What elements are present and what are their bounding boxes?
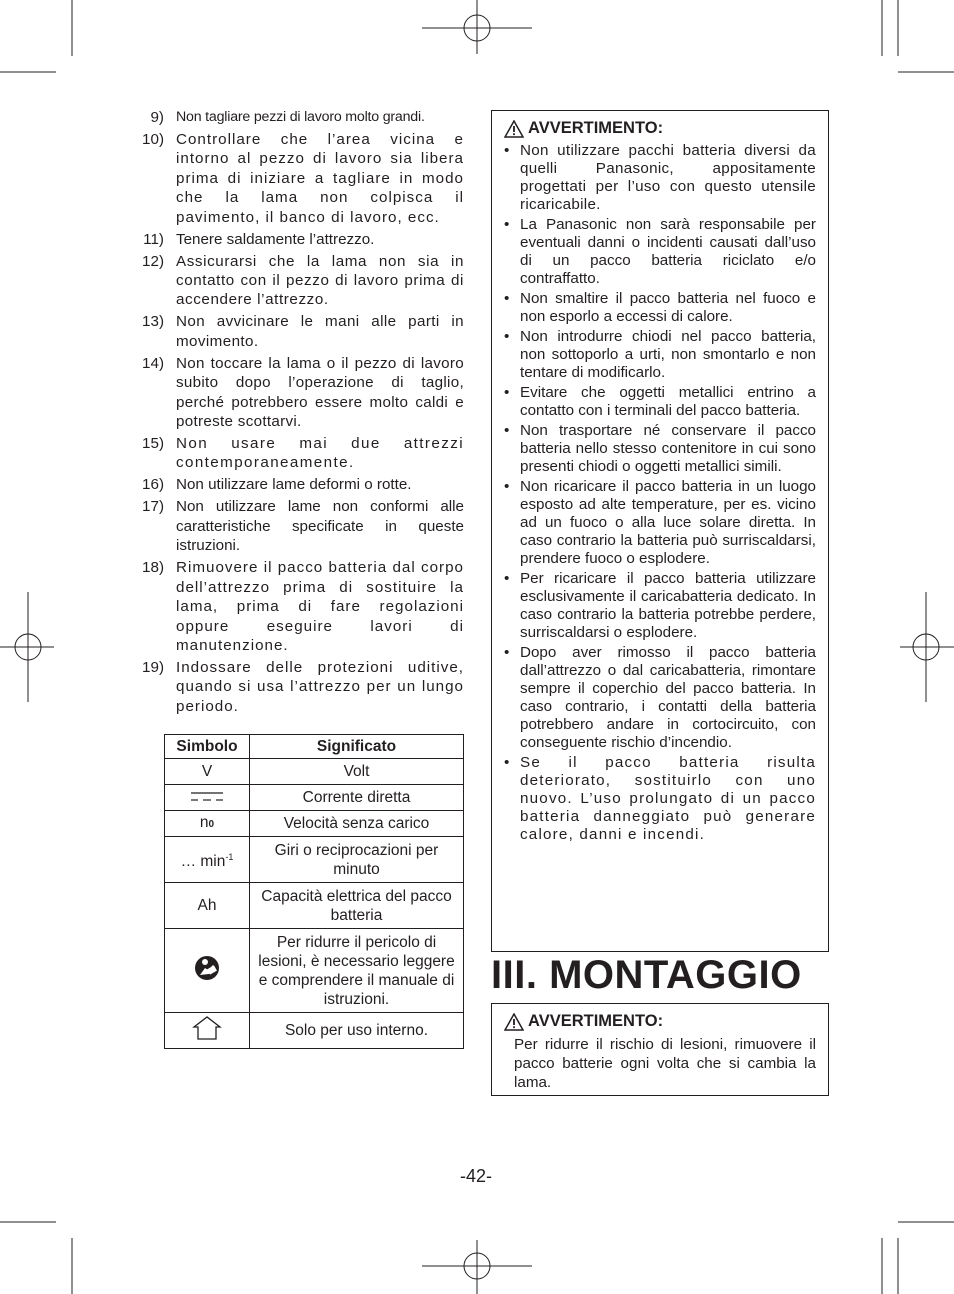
table-row — [165, 883, 464, 929]
meaning-cell: Capacità elettrica del pacco batteria — [250, 883, 464, 929]
table-row — [165, 929, 464, 1013]
symbol-cell: … $\min^{-1}$ — [165, 837, 250, 883]
safety-instructions-list — [120, 108, 464, 719]
symbol-cell — [165, 785, 250, 811]
indoor-use-icon — [192, 1015, 222, 1041]
meaning-cell: Corrente diretta — [250, 785, 464, 811]
symbol-table — [164, 734, 464, 1049]
list-item: 17) Non utilizzare lame non conformi alle caratteristiche specificate in queste istruzioni. — [142, 498, 464, 555]
list-item: • Per ricaricare il pacco batteria utilizzare esclusivamente il caricabatteria dedicato. In caso contrario la batteria potrebbe perdere, surriscaldarsi o esplodere. — [504, 570, 816, 641]
symbol-cell: Ah — [165, 883, 250, 929]
assembly-warning-box — [491, 1003, 829, 1096]
warning-bullet-list — [504, 142, 816, 844]
list-item: • La Panasonic non sarà responsabile per eventuali danni o incidenti causati dall’uso di un pacco batteria riciclato e/o contraffatto. — [504, 216, 816, 287]
meaning-cell: Velocità senza carico — [250, 811, 464, 837]
list-item: • Evitare che oggetti metallici entrino a contatto con i terminali del pacco batteria. — [504, 384, 816, 419]
list-item: 13) Non avvicinare le mani alle parti in movimento. — [142, 313, 464, 350]
list-item: • Non smaltire il pacco batteria nel fuoco e non esporlo a eccessi di calore. — [504, 290, 816, 325]
battery-warning-box — [491, 110, 829, 952]
table-row — [165, 1013, 464, 1049]
list-item: • Non ricaricare il pacco batteria in un luogo esposto ad alte temperature, per es. vicino ad un fuoco o alla luce solare diretta. In caso contrario la batteria può surriscaldarsi, prendere fuoco o esplodere. — [504, 478, 816, 567]
list-item: • Non trasportare né conservare il pacco batteria nello stesso contenitore in cui sono presenti chiodi o oggetti metallici simili. — [504, 422, 816, 475]
list-item: • Dopo aver rimosso il pacco batteria dall’attrezzo o dal caricabatteria, rimontare sempre il coperchio del pacco batteria. In caso contrario, i contatti della batteria potrebbero andare in cortocircuito, con conseguente rischio d’incendio. — [504, 644, 816, 751]
list-item: 19) Indossare delle protezioni uditive, quando si usa l’attrezzo per un lungo periodo. — [142, 658, 464, 715]
meaning-cell: Per ridurre il pericolo di lesioni, è necessario leggere e comprendere il manuale di istruzioni. — [250, 929, 464, 1013]
page-number: -42- — [460, 1166, 493, 1186]
list-item: 11) Tenere saldamente l’attrezzo. — [143, 230, 375, 248]
direct-current-icon — [190, 790, 224, 802]
warning-text: Per ridurre il rischio di lesioni, rimuovere il pacco batterie ogni volta che si cambia la lama. — [514, 1036, 816, 1091]
warning-triangle-icon — [504, 1013, 524, 1031]
list-item: 14) Non toccare la lama o il pezzo di lavoro subito dopo l’operazione di taglio, perché potrebbero essere molto caldi e potreste scottarvi. — [142, 354, 464, 431]
table-row — [165, 759, 464, 785]
symbol-cell: n0 — [165, 811, 250, 837]
warning-header — [504, 1012, 816, 1031]
list-item: • Non introdurre chiodi nel pacco batteria, non sottoporlo a urti, non smontarlo e non tentare di modificarlo. — [504, 328, 816, 381]
symbol-cell — [165, 1013, 250, 1049]
column-header-symbol: Simbolo — [165, 735, 250, 759]
list-item: 9) Non tagliare pezzi di lavoro molto grandi. — [150, 109, 425, 126]
list-item: 15) Non usare mai due attrezzi contemporaneamente. — [142, 435, 464, 472]
read-manual-icon — [194, 955, 220, 981]
symbol-cell: V — [165, 759, 250, 785]
meaning-cell: Solo per uso interno. — [250, 1013, 464, 1049]
list-item: 12) Assicurarsi che la lama non sia in contatto con il pezzo di lavoro prima di accendere l’attrezzo. — [142, 252, 464, 309]
warning-title: AVVERTIMENTO: — [528, 119, 664, 137]
list-item: • Se il pacco batteria risulta deteriorato, sostituirlo con uno nuovo. L’uso prolungato di un pacco batteria danneggiato può generare calore, danni e incendi. — [504, 754, 816, 843]
column-header-meaning: Significato — [250, 735, 464, 759]
table-row — [165, 811, 464, 837]
warning-title: AVVERTIMENTO: — [528, 1012, 664, 1030]
symbol-cell — [165, 929, 250, 1013]
table-header-row — [165, 735, 464, 759]
table-row — [165, 837, 464, 883]
table-row — [165, 785, 464, 811]
list-item: 18) Rimuovere il pacco batteria dal corpo dell’attrezzo prima di sostituire la lama, prima di fare regolazioni oppure eseguire lavori di manutenzione. — [142, 559, 464, 654]
list-item: • Non utilizzare pacchi batteria diversi da quelli Panasonic, appositamente progettati per l’uso con questo utensile ricaricabile. — [504, 142, 816, 213]
meaning-cell: Volt — [250, 759, 464, 785]
section-heading: III. MONTAGGIO — [491, 953, 802, 997]
list-item: 10) Controllare che l’area vicina e intorno al pezzo di lavoro sia libera prima di iniziare a tagliare in modo che la lama non colpisca il pavimento, il banco di lavoro, ecc. — [142, 131, 464, 226]
warning-triangle-icon — [504, 120, 524, 138]
warning-header — [504, 119, 816, 138]
list-item: 16) Non utilizzare lame deformi o rotte. — [142, 476, 412, 494]
meaning-cell: Giri o reciprocazioni per minuto — [250, 837, 464, 883]
